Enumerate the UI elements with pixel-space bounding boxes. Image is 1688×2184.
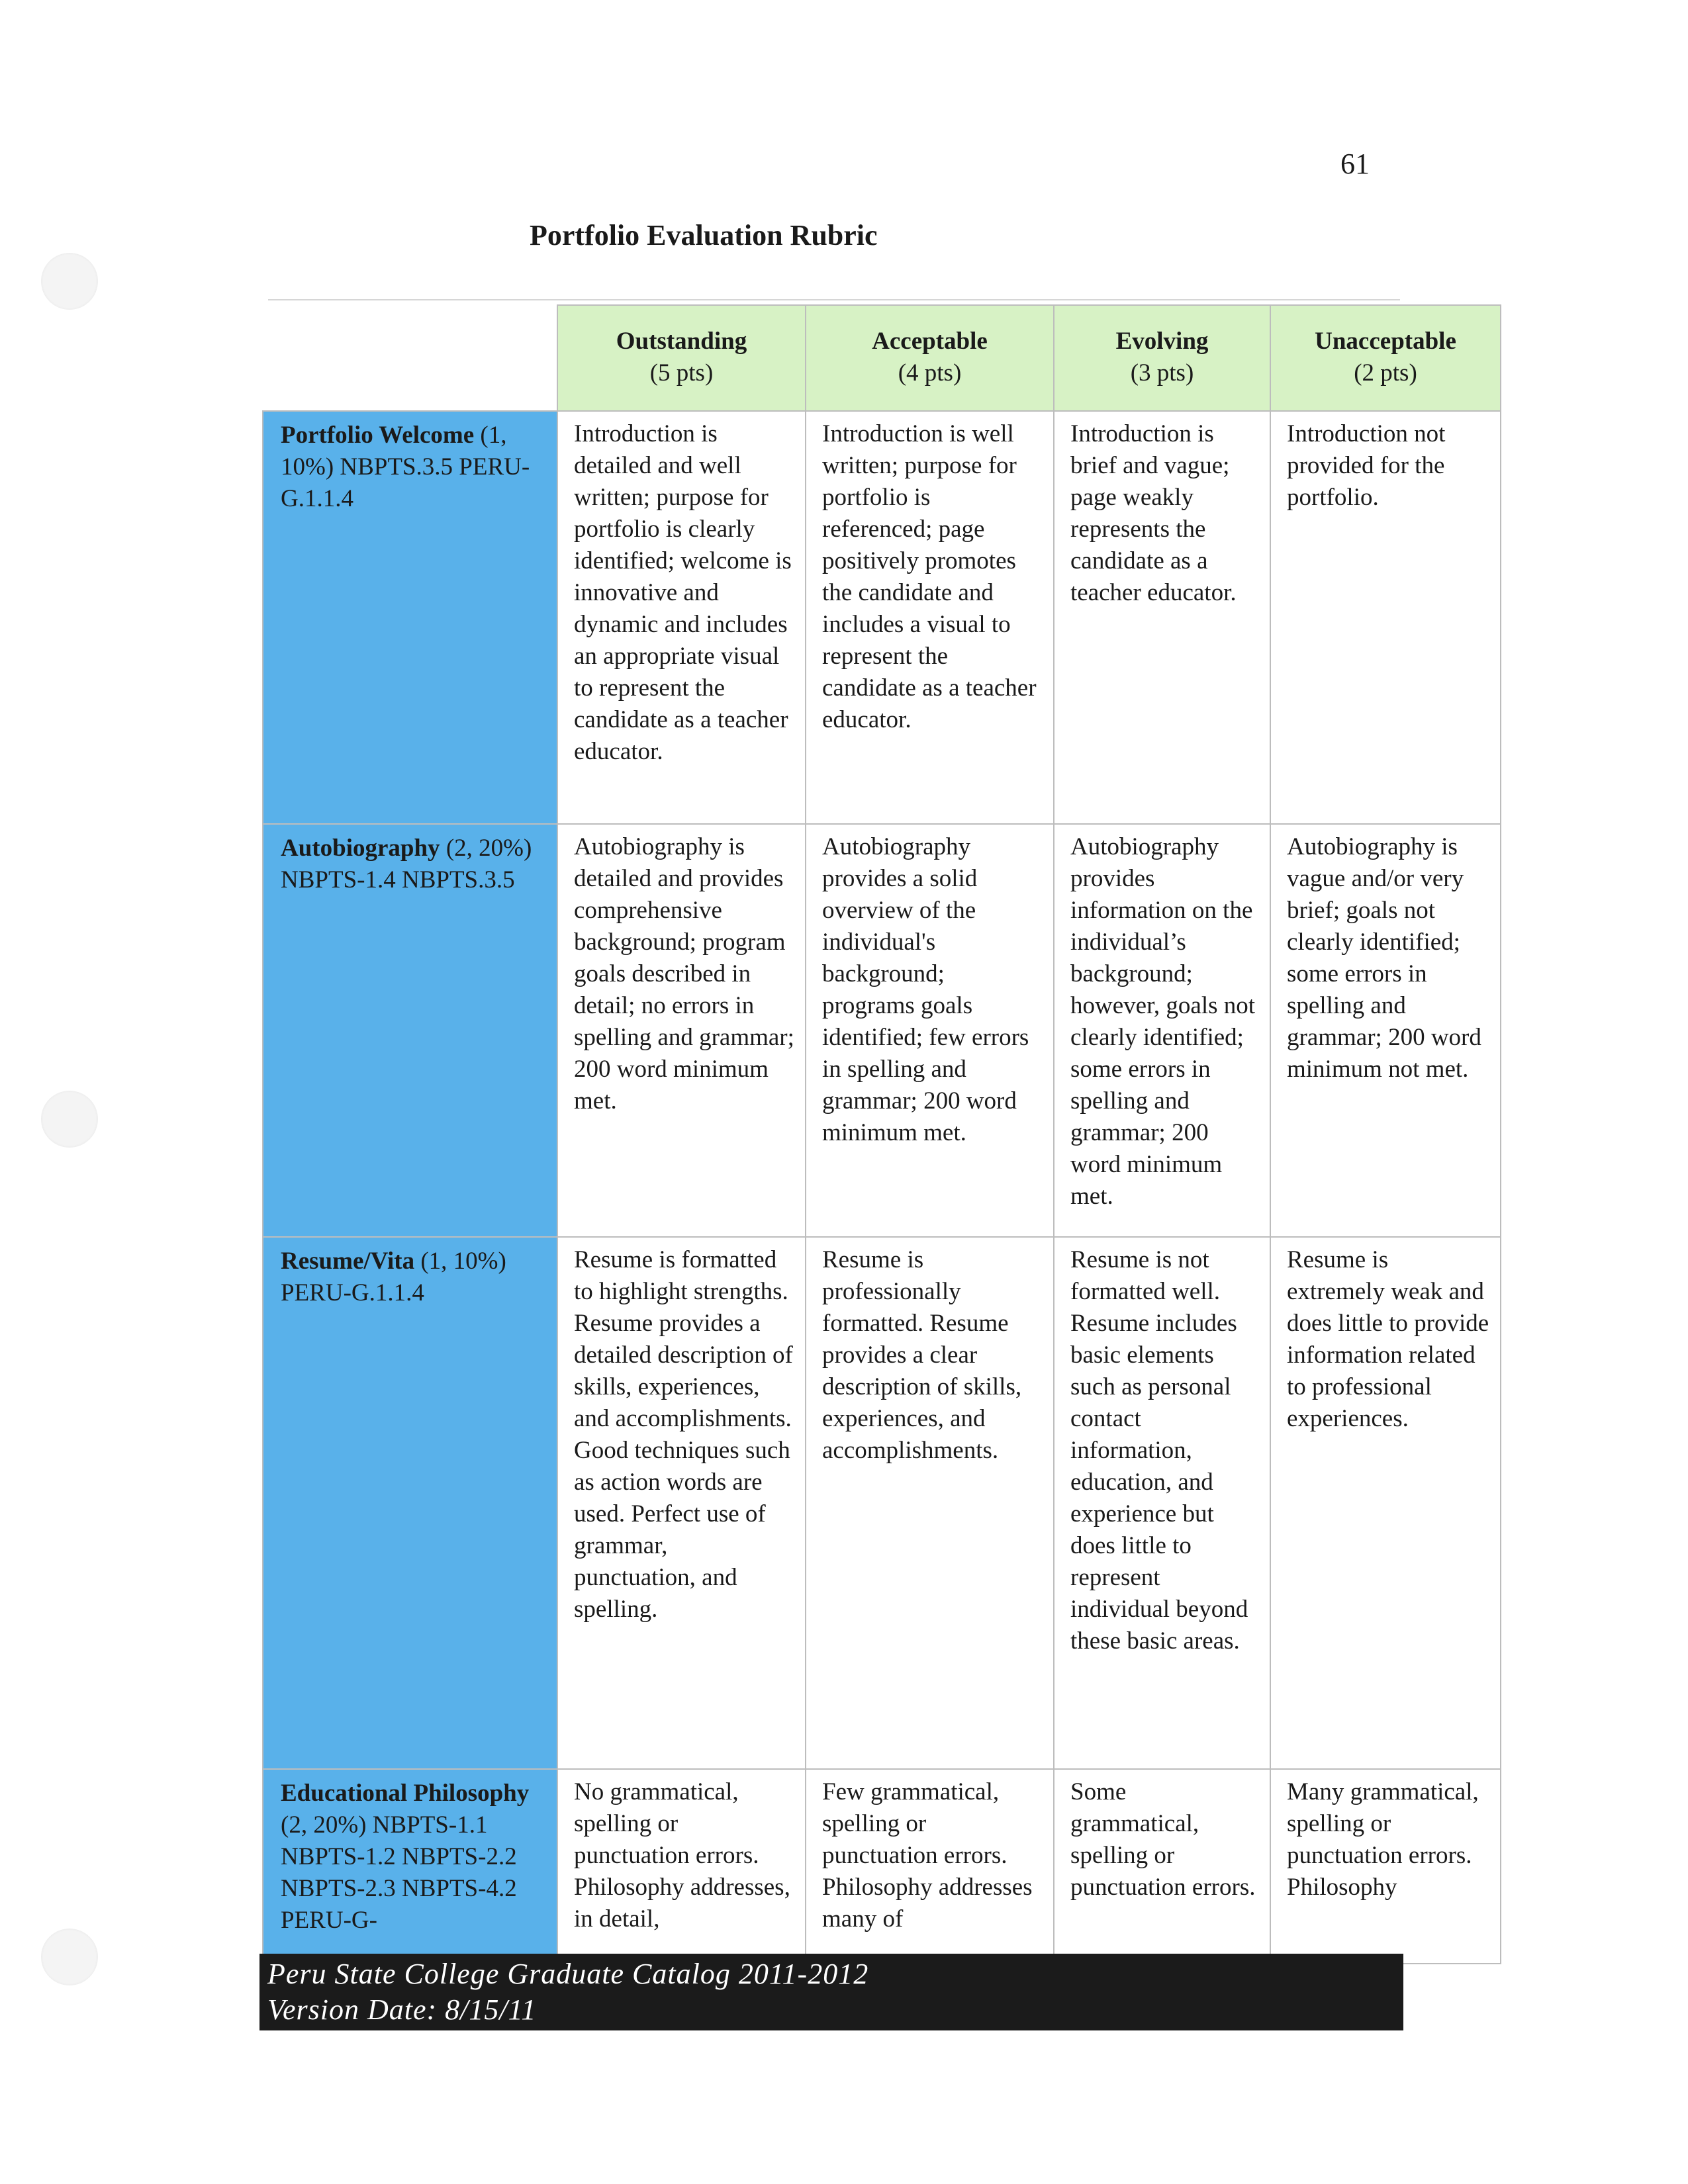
header-row	[263, 305, 1501, 411]
description-cell: Introduction is brief and vague; page weakly represents the candidate as a teacher educator.	[1054, 411, 1270, 824]
description-cell: Few grammatical, spelling or punctuation errors. Philosophy addresses many of	[806, 1769, 1054, 1964]
page-number: 61	[1340, 148, 1370, 180]
description-cell: Introduction is detailed and well written; purpose for portfolio is clearly identified; welcome is innovative and dynamic and includes an appropriate visual to represent the candidate as a teacher educator.	[557, 411, 806, 824]
level-points: (4 pts)	[898, 359, 962, 387]
description-cell: Autobiography is vague and/or very brief; goals not clearly identified; some errors in spelling and grammar; 200 word minimum not met.	[1270, 824, 1501, 1237]
description-cell: Resume is not formatted well. Resume includes basic elements such as personal contact information, education, and experience but does little to represent individual beyond these basic areas.	[1054, 1237, 1270, 1769]
description-cell: No grammatical, spelling or punctuation errors. Philosophy addresses, in detail,	[557, 1769, 806, 1964]
level-points: (3 pts)	[1130, 359, 1194, 387]
binder-hole	[41, 1929, 98, 1985]
criterion-name: Educational Philosophy	[281, 1780, 530, 1807]
description-cell: Autobiography is detailed and provides comprehensive background; program goals described in detail; no errors in spelling and grammar; 200 word minimum met.	[557, 824, 806, 1237]
header-corner	[263, 305, 557, 411]
level-name: Evolving	[1115, 328, 1209, 355]
level-name: Outstanding	[616, 328, 747, 355]
criterion-cell	[263, 411, 557, 824]
catalog-footer	[259, 1954, 1403, 2030]
description-cell: Resume is professionally formatted. Resume provides a clear description of skills, experiences, and accomplishments.	[806, 1237, 1054, 1769]
description-cell: Some grammatical, spelling or punctuation errors.	[1054, 1769, 1270, 1964]
criterion-standards: (1, 10%) PERU-G.1.1.4	[281, 1248, 506, 1306]
level-header	[1054, 305, 1270, 411]
description-cell: Resume is extremely weak and does little to provide information related to professional experiences.	[1270, 1237, 1501, 1769]
level-header	[557, 305, 806, 411]
binder-hole	[41, 253, 98, 310]
level-header	[806, 305, 1054, 411]
criterion-standards: (2, 20%) NBPTS-1.4 NBPTS.3.5	[281, 835, 532, 893]
description-cell: Resume is formatted to highlight strengths. Resume provides a detailed description of skills, experiences, and accomplishments. Good techniques such as action words are used. Perfect use of grammar, punctuation, and spelling.	[557, 1237, 806, 1769]
binder-hole	[41, 1091, 98, 1148]
criterion-standards: (2, 20%) NBPTS-1.1 NBPTS-1.2 NBPTS-2.2 NBPTS-2.3 NBPTS-4.2 PERU-G-	[281, 1811, 517, 1934]
footer-version-date: Version Date: 8/15/11	[267, 1993, 537, 2026]
criterion-standards: (1, 10%) NBPTS.3.5 PERU-G.1.1.4	[281, 422, 530, 512]
page-title: Portfolio Evaluation Rubric	[530, 219, 878, 251]
divider	[268, 299, 1400, 300]
level-name: Acceptable	[872, 328, 988, 355]
description-cell: Many grammatical, spelling or punctuation errors. Philosophy	[1270, 1769, 1501, 1964]
description-cell: Autobiography provides information on the individual’s background; however, goals not clearly identified; some errors in spelling and grammar; 200 word minimum met.	[1054, 824, 1270, 1237]
level-points: (5 pts)	[649, 359, 714, 387]
rubric-table	[262, 304, 1501, 1964]
description-cell: Autobiography provides a solid overview of the individual's background; programs goals identified; few errors in spelling and grammar; 200 word minimum met.	[806, 824, 1054, 1237]
criterion-cell	[263, 824, 557, 1237]
footer-catalog-title: Peru State College Graduate Catalog 2011-2012	[267, 1958, 869, 1990]
table-row	[263, 411, 1501, 824]
description-cell: Introduction not provided for the portfolio.	[1270, 411, 1501, 824]
table-row	[263, 1237, 1501, 1769]
criterion-name: Resume/Vita	[281, 1248, 415, 1275]
level-header	[1270, 305, 1501, 411]
level-name: Unacceptable	[1315, 328, 1456, 355]
level-points: (2 pts)	[1354, 359, 1417, 387]
table-row	[263, 824, 1501, 1237]
description-cell: Introduction is well written; purpose for portfolio is referenced; page positively promotes the candidate and includes a visual to represent the candidate as a teacher educator.	[806, 411, 1054, 824]
criterion-cell	[263, 1769, 557, 1964]
criterion-name: Autobiography	[281, 835, 440, 862]
criterion-cell	[263, 1237, 557, 1769]
criterion-name: Portfolio Welcome	[281, 422, 475, 449]
table-row	[263, 1769, 1501, 1964]
